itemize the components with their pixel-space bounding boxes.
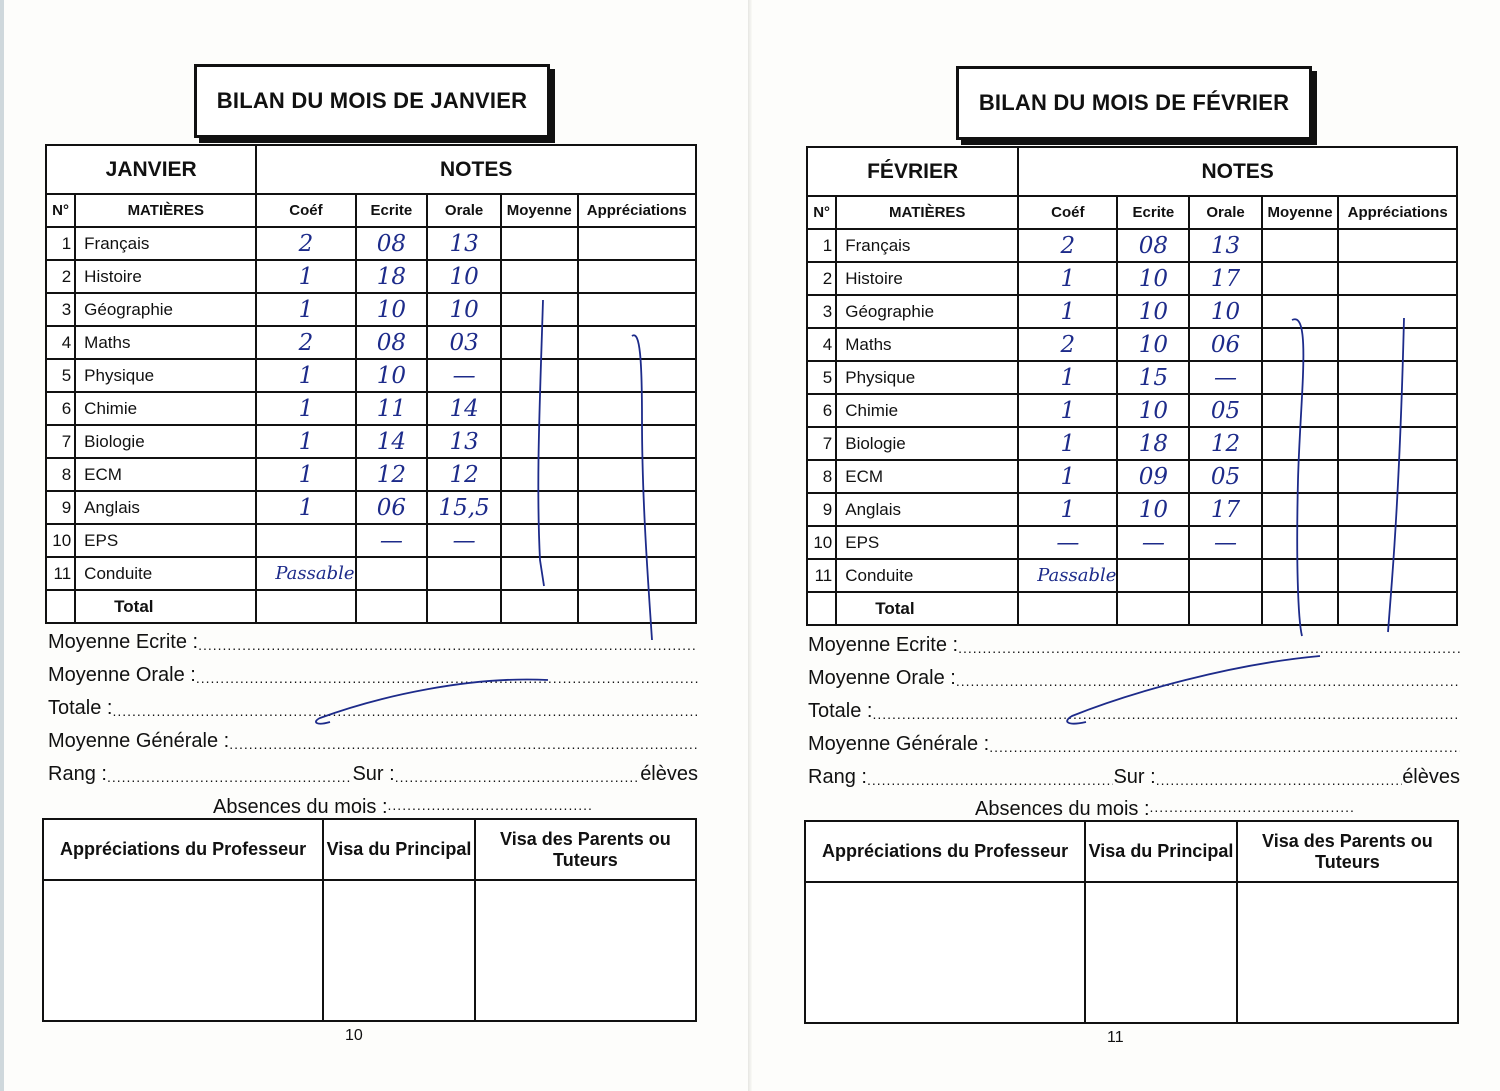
subject-name: Anglais (836, 493, 1018, 526)
page-title: BILAN DU MOIS DE JANVIER (194, 64, 550, 138)
ecrite-grade (1117, 559, 1189, 592)
table-row (807, 427, 1457, 460)
orale-grade: 13 (427, 425, 501, 458)
ecrite-grade: 10 (1117, 262, 1189, 295)
orale-grade: 03 (427, 326, 501, 359)
principal-box (1085, 882, 1237, 1023)
appreciation-cell (1338, 526, 1457, 559)
table-row (807, 229, 1457, 262)
dotted-line (112, 702, 698, 720)
page-number: 11 (1107, 1029, 1124, 1046)
row-number: 1 (807, 229, 836, 262)
appreciation-cell (1338, 559, 1457, 592)
col-appreciations: Appréciations (578, 194, 696, 227)
prof-appreciation-header: Appréciations du Professeur (43, 819, 323, 880)
coef-value: 2 (256, 227, 355, 260)
table-row (46, 260, 696, 293)
coef-value: — (1018, 526, 1117, 559)
appreciation-cell (1338, 328, 1457, 361)
appreciation-cell (578, 557, 696, 590)
summary-block (48, 621, 698, 786)
absences-line (213, 796, 593, 819)
orale-grade: 12 (427, 458, 501, 491)
coef-value: 1 (256, 458, 355, 491)
parents-box (1237, 882, 1458, 1023)
parents-visa-header: Visa des Parents ou Tuteurs (1237, 821, 1458, 882)
notes-header: NOTES (256, 145, 696, 194)
col-number: N° (46, 194, 75, 227)
moyenne-ecrite-label: Moyenne Ecrite : (48, 631, 199, 653)
notes-header: NOTES (1018, 147, 1457, 196)
coef-value (256, 524, 355, 557)
sur-label: Sur : (1113, 766, 1156, 788)
dotted-line (958, 639, 1460, 657)
sur-label: Sur : (352, 763, 395, 785)
coef-value: 1 (256, 260, 355, 293)
coef-value: 1 (1018, 295, 1117, 328)
table-row (46, 491, 696, 524)
table-row (807, 328, 1457, 361)
dotted-line (956, 672, 1460, 690)
ecrite-grade: 08 (356, 326, 428, 359)
coef-value: 2 (1018, 229, 1117, 262)
totale-label: Totale : (48, 697, 113, 719)
orale-grade: 17 (1189, 493, 1261, 526)
coef-value: 1 (256, 491, 355, 524)
appreciation-cell (578, 458, 696, 491)
absences-label: Absences du mois : (213, 796, 388, 818)
ecrite-grade: 18 (1117, 427, 1189, 460)
grades-table (806, 146, 1458, 626)
orale-grade: — (1189, 526, 1261, 559)
dotted-line (229, 735, 698, 753)
moyenne-cell (1262, 361, 1339, 394)
subject-name: ECM (75, 458, 256, 491)
table-row (807, 361, 1457, 394)
row-number: 10 (807, 526, 836, 559)
table-row (46, 425, 696, 458)
table-row (46, 359, 696, 392)
principal-box (323, 880, 475, 1021)
table-row (807, 460, 1457, 493)
orale-grade: 17 (1189, 262, 1261, 295)
appreciation-cell (1338, 493, 1457, 526)
table-row (46, 557, 696, 590)
ecrite-grade: 09 (1117, 460, 1189, 493)
subject-name: Géographie (836, 295, 1018, 328)
coef-value: 1 (256, 425, 355, 458)
subject-name: Physique (836, 361, 1018, 394)
moyenne-cell (501, 227, 578, 260)
subject-name: Français (836, 229, 1018, 262)
ecrite-grade: 12 (356, 458, 428, 491)
ecrite-grade: 10 (1117, 493, 1189, 526)
col-moyenne: Moyenne (1262, 196, 1339, 229)
moyenne-cell (1262, 427, 1339, 460)
rang-label: Rang : (48, 763, 107, 785)
subject-name: ECM (836, 460, 1018, 493)
row-number: 11 (807, 559, 836, 592)
subject-name: Conduite (75, 557, 256, 590)
appreciation-cell (578, 392, 696, 425)
coef-value: 1 (1018, 427, 1117, 460)
row-number: 3 (46, 293, 75, 326)
coef-value: 1 (256, 293, 355, 326)
subject-name: Biologie (836, 427, 1018, 460)
col-orale: Orale (1189, 196, 1261, 229)
dotted-line (395, 768, 641, 786)
row-number: 8 (807, 460, 836, 493)
table-row (807, 295, 1457, 328)
prof-box (805, 882, 1085, 1023)
dotted-line (198, 636, 698, 654)
ecrite-grade (356, 557, 428, 590)
col-coef: Coéf (256, 194, 355, 227)
row-number: 5 (807, 361, 836, 394)
moyenne-cell (501, 293, 578, 326)
moyenne-cell (1262, 229, 1339, 262)
orale-grade: 05 (1189, 394, 1261, 427)
moyenne-cell (501, 326, 578, 359)
row-number: 1 (46, 227, 75, 260)
moyenne-cell (501, 425, 578, 458)
ecrite-grade: 15 (1117, 361, 1189, 394)
row-number: 10 (46, 524, 75, 557)
appreciation-cell (578, 359, 696, 392)
signature-table (42, 818, 697, 1022)
appreciation-cell (578, 260, 696, 293)
appreciation-cell (578, 227, 696, 260)
dotted-line (989, 738, 1460, 756)
moyenne-cell (1262, 295, 1339, 328)
table-row (46, 293, 696, 326)
row-number: 7 (46, 425, 75, 458)
moyenne-cell (501, 491, 578, 524)
orale-grade: 12 (1189, 427, 1261, 460)
moyenne-cell (1262, 526, 1339, 559)
appreciation-cell (578, 524, 696, 557)
row-number: 7 (807, 427, 836, 460)
dotted-line (107, 768, 353, 786)
moyenne-cell (1262, 460, 1339, 493)
page-number: 10 (345, 1027, 363, 1044)
subject-name: Maths (75, 326, 256, 359)
eleves-label: élèves (640, 763, 698, 785)
dotted-line (1156, 771, 1403, 789)
rang-label: Rang : (808, 766, 867, 788)
moyenne-generale-label: Moyenne Générale : (808, 733, 990, 755)
subject-name: Conduite (836, 559, 1018, 592)
page-title: BILAN DU MOIS DE FÉVRIER (956, 66, 1312, 140)
appreciation-cell (1338, 295, 1457, 328)
ecrite-grade: — (356, 524, 428, 557)
subject-name: EPS (75, 524, 256, 557)
appreciation-cell (578, 326, 696, 359)
row-number: 2 (807, 262, 836, 295)
table-row (46, 326, 696, 359)
dotted-line (872, 705, 1460, 723)
coef-value: 1 (1018, 361, 1117, 394)
moyenne-cell (501, 359, 578, 392)
ecrite-grade: 10 (356, 293, 428, 326)
principal-visa-header: Visa du Principal (1085, 821, 1237, 882)
col-coef: Coéf (1018, 196, 1117, 229)
appreciation-cell (1338, 229, 1457, 262)
row-number: 8 (46, 458, 75, 491)
orale-grade: — (427, 524, 501, 557)
orale-grade: 15,5 (427, 491, 501, 524)
col-subject: MATIÈRES (836, 196, 1018, 229)
appreciation-cell (1338, 361, 1457, 394)
ecrite-grade: — (1117, 526, 1189, 559)
ecrite-grade: 10 (1117, 328, 1189, 361)
eleves-label: élèves (1402, 766, 1460, 788)
prof-box (43, 880, 323, 1021)
table-row (807, 559, 1457, 592)
subject-name: Maths (836, 328, 1018, 361)
row-number: 5 (46, 359, 75, 392)
moyenne-cell (1262, 559, 1339, 592)
orale-grade: 10 (1189, 295, 1261, 328)
moyenne-generale-label: Moyenne Générale : (48, 730, 230, 752)
coef-value: 2 (1018, 328, 1117, 361)
principal-visa-header: Visa du Principal (323, 819, 475, 880)
row-number: 4 (807, 328, 836, 361)
right-page (752, 0, 1500, 1091)
row-number: 9 (807, 493, 836, 526)
orale-grade (427, 557, 501, 590)
ecrite-grade: 10 (1117, 394, 1189, 427)
ecrite-grade: 08 (356, 227, 428, 260)
table-row (807, 262, 1457, 295)
subject-name: EPS (836, 526, 1018, 559)
coef-value: 1 (1018, 394, 1117, 427)
moyenne-ecrite-label: Moyenne Ecrite : (808, 634, 959, 656)
absences-line (975, 798, 1355, 821)
moyenne-cell (501, 458, 578, 491)
moyenne-cell (501, 260, 578, 293)
month-header: JANVIER (46, 145, 256, 194)
table-row (46, 458, 696, 491)
dotted-line (196, 669, 698, 687)
prof-appreciation-header: Appréciations du Professeur (805, 821, 1085, 882)
table-row (807, 394, 1457, 427)
ecrite-grade: 10 (356, 359, 428, 392)
total-label: Total (75, 590, 256, 623)
ecrite-grade: 06 (356, 491, 428, 524)
ecrite-grade: 08 (1117, 229, 1189, 262)
table-row (46, 227, 696, 260)
col-ecrite: Ecrite (1117, 196, 1189, 229)
coef-value: 1 (1018, 262, 1117, 295)
appreciation-cell (578, 425, 696, 458)
subject-name: Anglais (75, 491, 256, 524)
coef-value: 1 (256, 359, 355, 392)
col-orale: Orale (427, 194, 501, 227)
subject-name: Géographie (75, 293, 256, 326)
subject-name: Physique (75, 359, 256, 392)
appreciation-cell (1338, 262, 1457, 295)
orale-grade: 13 (1189, 229, 1261, 262)
appreciation-cell (578, 293, 696, 326)
row-number: 9 (46, 491, 75, 524)
subject-name: Chimie (75, 392, 256, 425)
subject-name: Biologie (75, 425, 256, 458)
subject-name: Français (75, 227, 256, 260)
table-row (46, 392, 696, 425)
moyenne-orale-label: Moyenne Orale : (808, 667, 956, 689)
appreciation-cell (1338, 460, 1457, 493)
moyenne-cell (501, 524, 578, 557)
table-row (807, 493, 1457, 526)
col-ecrite: Ecrite (356, 194, 428, 227)
row-number: 6 (46, 392, 75, 425)
coef-value: 1 (256, 392, 355, 425)
coef-value: Passable (1018, 559, 1117, 592)
parents-box (475, 880, 696, 1021)
grade-rows (807, 229, 1457, 592)
ecrite-grade: 18 (356, 260, 428, 293)
orale-grade: — (1189, 361, 1261, 394)
absences-label: Absences du mois : (975, 798, 1150, 820)
coef-value: 2 (256, 326, 355, 359)
moyenne-cell (1262, 493, 1339, 526)
row-number: 3 (807, 295, 836, 328)
grades-table (45, 144, 697, 624)
col-subject: MATIÈRES (75, 194, 256, 227)
table-row (46, 524, 696, 557)
coef-value: 1 (1018, 460, 1117, 493)
orale-grade: 10 (427, 293, 501, 326)
moyenne-cell (501, 557, 578, 590)
signature-table (804, 820, 1459, 1024)
orale-grade: — (427, 359, 501, 392)
grade-rows (46, 227, 696, 590)
moyenne-cell (1262, 262, 1339, 295)
moyenne-cell (1262, 328, 1339, 361)
totale-label: Totale : (808, 700, 873, 722)
col-number: N° (807, 196, 836, 229)
ecrite-grade: 10 (1117, 295, 1189, 328)
coef-value: Passable (256, 557, 355, 590)
subject-name: Histoire (836, 262, 1018, 295)
ecrite-grade: 14 (356, 425, 428, 458)
row-number: 6 (807, 394, 836, 427)
subject-name: Histoire (75, 260, 256, 293)
dotted-line (1150, 798, 1355, 821)
row-number: 4 (46, 326, 75, 359)
appreciation-cell (578, 491, 696, 524)
total-label: Total (836, 592, 1018, 625)
cover-edge (0, 0, 4, 1091)
ecrite-grade: 11 (356, 392, 428, 425)
moyenne-orale-label: Moyenne Orale : (48, 664, 196, 686)
appreciation-cell (1338, 427, 1457, 460)
month-header: FÉVRIER (807, 147, 1018, 196)
table-row (807, 526, 1457, 559)
orale-grade (1189, 559, 1261, 592)
col-appreciations: Appréciations (1338, 196, 1457, 229)
moyenne-cell (501, 392, 578, 425)
orale-grade: 10 (427, 260, 501, 293)
orale-grade: 13 (427, 227, 501, 260)
col-moyenne: Moyenne (501, 194, 578, 227)
summary-block (808, 624, 1460, 789)
orale-grade: 14 (427, 392, 501, 425)
moyenne-cell (1262, 394, 1339, 427)
subject-name: Chimie (836, 394, 1018, 427)
dotted-line (867, 771, 1114, 789)
row-number: 2 (46, 260, 75, 293)
orale-grade: 05 (1189, 460, 1261, 493)
orale-grade: 06 (1189, 328, 1261, 361)
parents-visa-header: Visa des Parents ou Tuteurs (475, 819, 696, 880)
row-number: 11 (46, 557, 75, 590)
appreciation-cell (1338, 394, 1457, 427)
coef-value: 1 (1018, 493, 1117, 526)
dotted-line (388, 796, 593, 819)
